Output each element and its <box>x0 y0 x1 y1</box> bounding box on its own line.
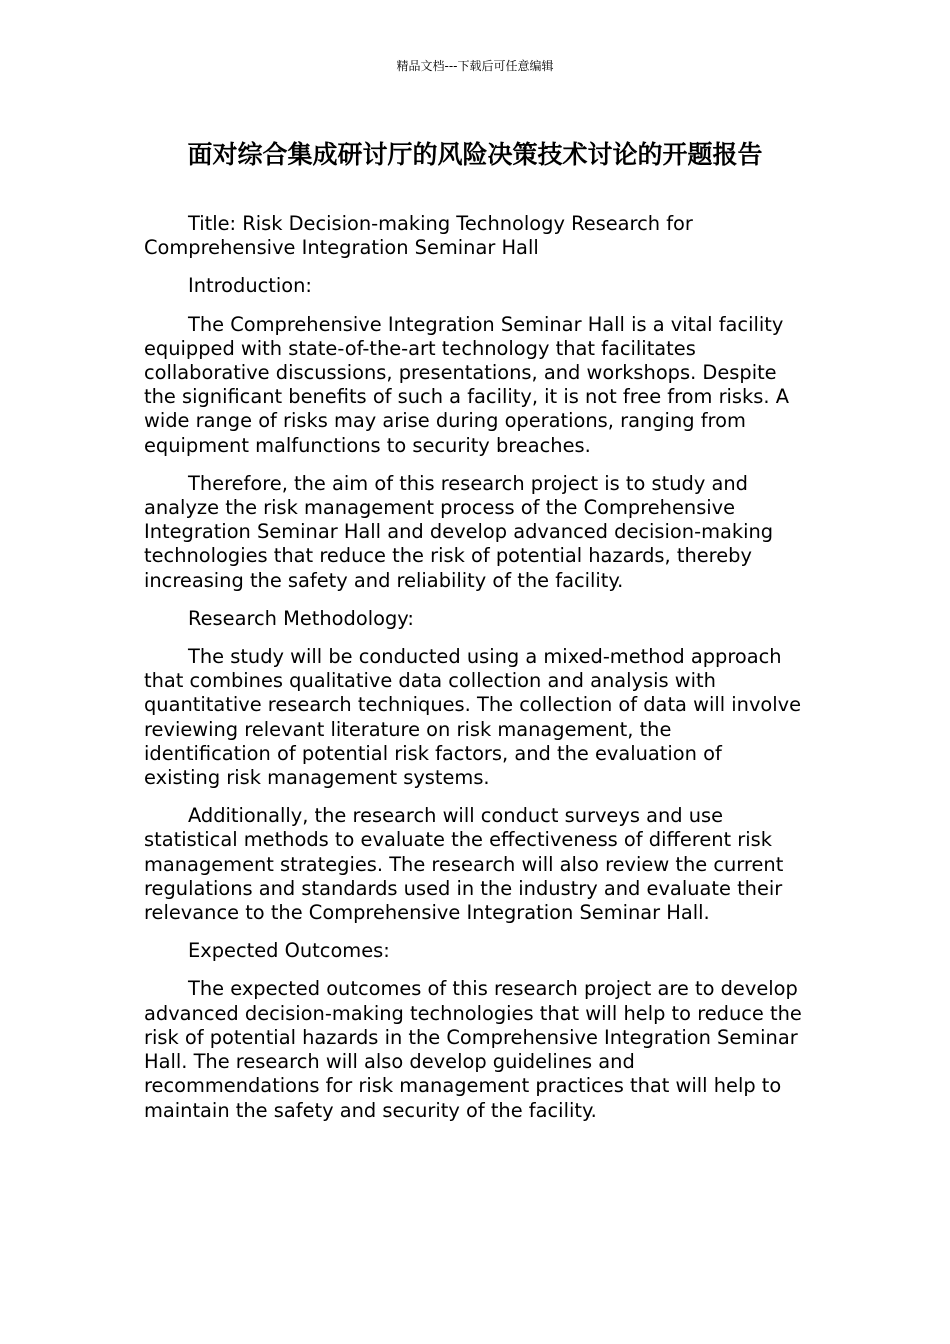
document-title: 面对综合集成研讨厅的风险决策技术讨论的开题报告 <box>187 140 763 169</box>
paragraph-introduction: The Comprehensive Integration Seminar Hall is a vital facility equipped with state-of-the-art technology that facilitates collaborative discussions, presentations, and workshops. Despite the significant benefits of such a facility, it is not free from risks. A wide range of risks may arise during operations, ranging from equipment malfunctions to security breaches. <box>144 312 789 457</box>
paragraph-outcomes: The expected outcomes of this research project are to develop advanced decision-making technologies that will help to reduce the risk of potential hazards in the Comprehensive Integration Seminar Hall. The research will also develop guidelines and recommendations for risk management practices that will help to maintain the safety and security of the facility. <box>144 977 802 1122</box>
header-note: 精品文档---下载后可任意编辑 <box>396 59 554 73</box>
paragraph-methodology: The study will be conducted using a mixed-method approach that combines qualitative data collection and analysis with quantitative research techniques. The collection of data will involve reviewing relevant literature on risk management, the identification of potential risk factors, and the evaluation of existing risk management systems. <box>144 645 802 790</box>
heading-research-methodology: Research Methodology: <box>188 606 414 630</box>
paragraph-english-title: Title: Risk Decision-making Technology Research for Comprehensive Integration Seminar Hall <box>144 212 693 260</box>
heading-expected-outcomes: Expected Outcomes: <box>188 939 390 963</box>
document-body <box>144 212 804 1137</box>
heading-introduction: Introduction: <box>188 274 312 298</box>
paragraph-surveys: Additionally, the research will conduct surveys and use statistical methods to evaluate the effectiveness of different risk management strategies. The research will also review the current regulations and standards used in the industry and evaluate their relevance to the Comprehensive Integration Seminar Hall. <box>144 804 784 925</box>
paragraph-aim: Therefore, the aim of this research project is to study and analyze the risk management process of the Comprehensive Integration Seminar Hall and develop advanced decision-making technologies that reduce the risk of potential hazards, thereby increasing the safety and reliability of the facility. <box>144 471 774 592</box>
